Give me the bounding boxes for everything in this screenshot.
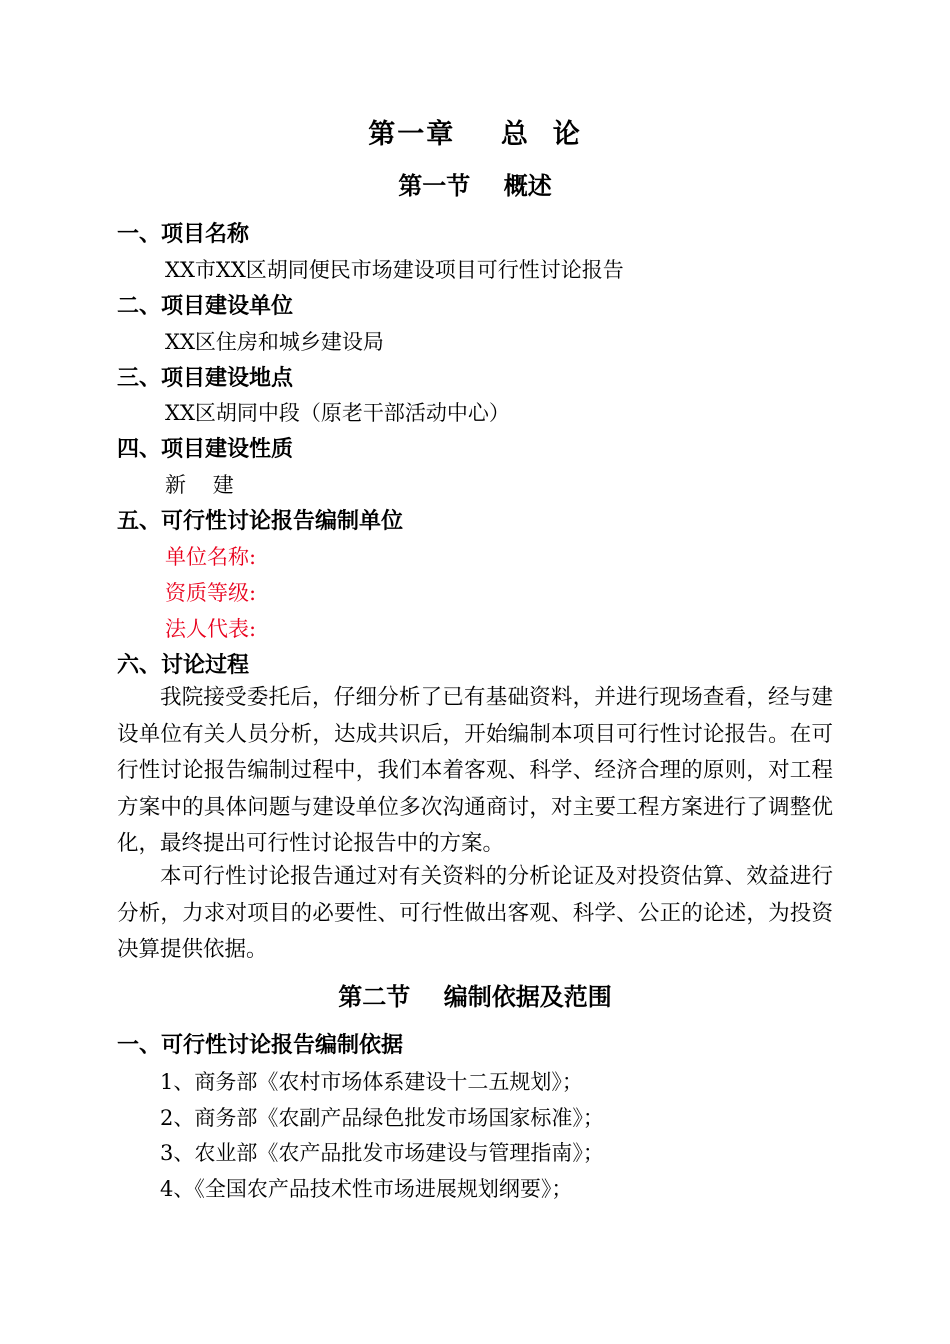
section-title-overview: 第一节 概述 [398, 171, 552, 200]
value-legal-representative: 法人代表: [165, 617, 257, 641]
heading-research-process: 六、讨论过程 [117, 652, 250, 678]
basis-item: 3、农业部《农产品批发市场建设与管理指南》； [160, 1141, 604, 1165]
basis-item: 2、商务部《农副产品绿色批发市场国家标准》； [160, 1106, 604, 1130]
heading-construction-nature: 四、项目建设性质 [117, 436, 294, 462]
section-title-basis-scope: 第二节 编制依据及范围 [338, 982, 612, 1011]
heading-construction-site: 三、项目建设地点 [117, 365, 294, 391]
value-construction-nature: 新 建 [165, 473, 234, 497]
basis-item: 4、《全国农产品技术性市场进展规划纲要》； [160, 1177, 573, 1201]
value-qualification-level: 资质等级: [165, 581, 257, 605]
paragraph-report-summary: 本可行性讨论报告通过对有关资料的分析论证及对投资估算、效益进行分析，力求对项目的必要性、可行性做出客观、科学、公正的论述，为投资决算提供依据。 [117, 864, 833, 963]
heading-project-name: 一、项目名称 [117, 221, 250, 247]
chapter-title: 第一章 总 论 [368, 119, 582, 150]
heading-construction-unit: 二、项目建设单位 [117, 293, 294, 319]
value-construction-unit: XX区住房和城乡建设局 [165, 330, 384, 354]
paragraph-research-process: 我院接受委托后，仔细分析了已有基础资料，并进行现场查看，经与建设单位有关人员分析，达成共识后，开始编制本项目可行性讨论报告。在可行性讨论报告编制过程中，我们本着客观、科学、经济合理的原则，对工程方案中的具体问题与建设单位多次沟通商讨，对主要工程方案进行了调整优化，最终提出可行性讨论报告中的方案。 [117, 685, 833, 857]
basis-item: 1、商务部《农村市场体系建设十二五规划》； [160, 1070, 583, 1094]
value-project-name: XX市XX区胡同便民市场建设项目可行性讨论报告 [165, 258, 624, 282]
value-construction-site: XX区胡同中段（原老干部活动中心） [165, 401, 510, 425]
heading-compiling-basis: 一、可行性讨论报告编制依据 [117, 1032, 404, 1058]
value-unit-name: 单位名称: [165, 545, 257, 569]
heading-compiling-unit: 五、可行性讨论报告编制单位 [117, 508, 404, 534]
